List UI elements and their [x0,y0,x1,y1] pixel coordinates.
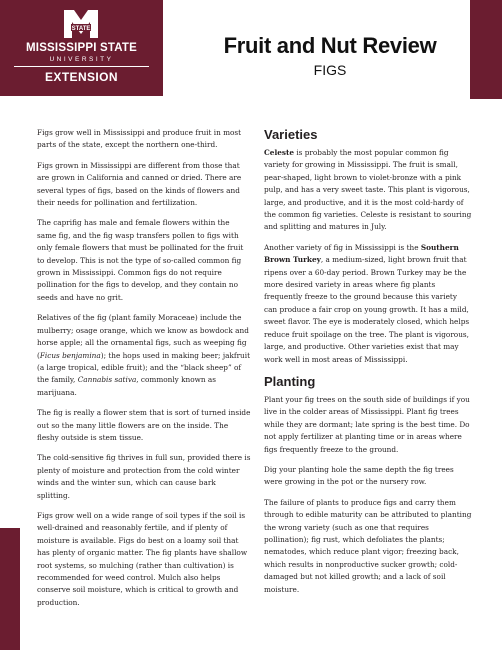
text-run: , a medium-sized, light brown fruit that ripens over a 60-day period. Brown Turkey may be the more desired variety in areas where fig plants frequently freeze to the ground because this variety can produce a fair crop on young growth. It has a mild, sweet flavor. The eye is moderately closed, which helps reduce fruit spoilage on the tree. The plant is vigorous, large, and productive. Other varieties exist that may work well in most areas of Mississippi. [264,255,470,364]
paragraph: Figs grow well in Mississippi and produce fruit in most parts of the state, except the northern one-third. [37,128,242,150]
paragraph: Figs grown in Mississippi are different from those that are grown in California and canned or dried. There are several types of figs, based on the kinds of flowers and their needs for pollination and fertilization. [37,160,242,208]
text-run: , commonly known as marijuana. [37,375,216,397]
text-run: Relatives of the fig (plant family Moraceae) include the mulberry; osage orange, which we know as bowdock and horse apple; all the ornamental figs, such as weeping fig ( [37,313,249,360]
left-column [37,127,251,617]
page-subtitle: FIGS [313,62,347,78]
logo-university: UNIVERSITY [49,56,114,63]
paragraph: The caprifig has male and female flowers within the same fig, and the fig wasp transfers pollen to figs with only female flowers that must be pollinated for the fruit to develop. This is not the type of so-called common fig grown in Mississippi. Common figs do not require pollination for the figs to develop, and they contain no seeds and have no grit. [37,218,244,302]
paragraph: The cold-sensitive fig thrives in full sun, provided there is plenty of moisture and protection from the cold winter winds and the winter sun, which can cause bark splitting. [37,453,251,500]
text-run: ); the hops used in making beer; jakfruit (a large tropical, edible fruit); and the “black sheep” of the family, [37,350,251,385]
right-column [264,127,472,604]
ficus-term: Ficus benjamina [39,350,101,360]
planting-heading: Planting [264,373,316,389]
msu-extension-logo [0,0,163,96]
logo-name: MISSISSIPPI STATE [26,42,137,54]
logo-extension: EXTENSION [45,70,118,84]
paragraph-celeste [264,147,472,234]
text-run: is probably the most popular common fig variety for growing in Mississippi. The fruit is small, pear-shaped, light brown to violet-bronze with a pink pulp, and has a very sweet taste. This plant is vigorous, large, and productive, and it is the most cold-hardy of the common fig varieties. Celeste is resistant to souring and splitting and matures in July. [264,148,472,232]
paragraph: The fig is really a flower stem that is sort of turned inside out so the many little flowers are on the inside. The fleshy outside is stem tissue. [37,408,251,442]
celeste-name: Celeste [264,148,294,157]
page-title: Fruit and Nut Review [223,33,437,58]
paragraph: Figs grow well on a wide range of soil types if the soil is well-drained and reasonably fertile, and if plenty of moisture is available. Figs do best on a loamy soil that has plenty of organic matter. The fig plants have shallow root systems, so mulching (rather than cultivation) is recommended for weed control. Mulch also helps conserve soil moisture, which is critical to growth and production. [37,510,248,607]
footer-accent-bar [0,528,20,650]
paragraph-brown-turkey [264,242,472,366]
brown-turkey-name: Southern Brown Turkey [264,242,459,265]
text-run: Another variety of fig in Mississippi is the [264,242,421,252]
header-accent-bar [470,0,502,99]
emblem-text: STATE [71,26,91,32]
paragraph-relatives [37,312,251,399]
logo-divider [14,66,149,67]
paragraph: Plant your fig trees on the south side of buildings if you live in the colder areas of Mississippi. Plant fig trees while they are dormant; late spring is the best time. Do not apply fertilizer at planting time or in areas where figs frequently freeze to the ground. [264,394,470,454]
paragraph: Dig your planting hole the same depth the fig trees were growing in the pot or the nursery row. [264,464,454,487]
cannabis-term: Cannabis sativa [77,375,137,385]
msu-m-emblem-icon [62,8,100,40]
paragraph: The failure of plants to produce figs and carry them through to edible maturity can be attributed to planting the wrong variety (such as one that requires pollination); fig rust, which defoliates the plants; nematodes, which reduce plant vigor; freezing back, which results in nonproductive sucker growth; cold-damaged but not killed growth; and a lack of soil moisture. [264,497,472,594]
varieties-heading: Varieties [264,127,318,142]
